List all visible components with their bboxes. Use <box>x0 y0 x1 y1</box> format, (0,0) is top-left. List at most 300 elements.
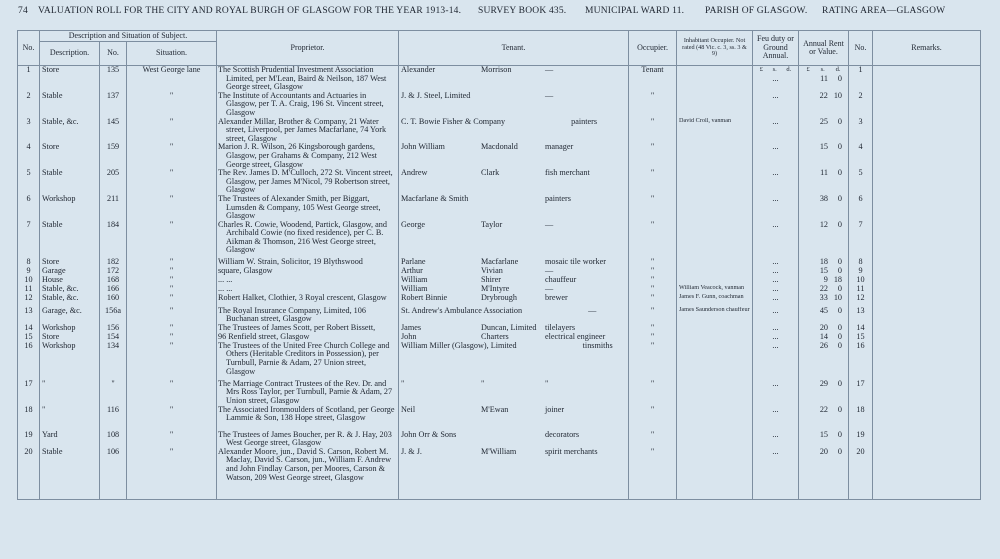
row-tenant <box>399 169 629 195</box>
tenant-last: Vivian <box>481 266 503 275</box>
row-occupier: " <box>629 92 677 118</box>
table-row <box>18 143 981 169</box>
row-feu <box>753 276 799 285</box>
row-occupier: " <box>629 406 677 431</box>
row-no2: 10 <box>849 276 873 285</box>
row-no: 2 <box>18 92 40 118</box>
row-rent <box>799 66 849 92</box>
tenant-last <box>481 195 543 204</box>
rent-pounds: 25 <box>819 117 828 126</box>
col-rent: Annual Rent or Value. <box>799 31 849 66</box>
row-no: 7 <box>18 221 40 258</box>
row-feu <box>753 221 799 258</box>
row-remarks <box>873 431 981 448</box>
row-description: Workshop <box>40 195 100 221</box>
row-no: 10 <box>18 276 40 285</box>
col-feu: Feu duty or Ground Annual. <box>753 31 799 66</box>
row-rent <box>799 406 849 431</box>
rent-pounds: 11 <box>820 169 828 178</box>
row-tenant <box>399 267 629 276</box>
tenant-occupation: manager <box>545 143 574 152</box>
row-rent <box>799 143 849 169</box>
row-proprietor: ... ... <box>217 276 399 285</box>
row-no: 12 <box>18 294 40 307</box>
table-row <box>18 406 981 431</box>
row-proprietor: The Royal Insurance Company, Limited, 106 Buchanan street, Glasgow <box>217 307 399 324</box>
tenant-first: J. & J. Steel, Limited <box>401 91 471 100</box>
row-situation: " <box>127 333 217 342</box>
table-row <box>18 448 981 500</box>
tenant-last: Drybrough <box>481 293 517 302</box>
rent-shillings: 0 <box>837 220 842 229</box>
row-proprietor: The Marriage Contract Trustees of the Rev. Dr. and Mrs Ross Taylor, per Turnbull, Parnie & Adam, 27 Union street, Glasgow <box>217 380 399 406</box>
row-description: Store <box>40 258 100 267</box>
tenant-first: Andrew <box>401 169 428 178</box>
rent-pounds: 9 <box>823 275 828 284</box>
tenant-first: C. T. Bowie Fisher & Company <box>401 117 506 126</box>
row-inhabitant <box>677 267 753 276</box>
row-tenant <box>399 380 629 406</box>
row-street-no: 116 <box>100 406 127 431</box>
row-tenant <box>399 143 629 169</box>
tenant-first: St. Andrew's Ambulance Association <box>401 306 523 315</box>
valuation-table <box>17 30 981 500</box>
tenant-last: Clark <box>481 169 500 178</box>
row-street-no: 160 <box>100 294 127 307</box>
feu-value: ... <box>772 447 779 456</box>
row-no2: 7 <box>849 221 873 258</box>
row-proprietor: The Trustees of James Boucher, per R. & J. Hay, 203 West George street, Glasgow <box>217 431 399 448</box>
row-no: 5 <box>18 169 40 195</box>
row-no2: 15 <box>849 333 873 342</box>
tenant-occupation: electrical engineer <box>545 332 606 341</box>
tenant-first: Arthur <box>401 266 423 275</box>
row-no2: 20 <box>849 448 873 500</box>
feu-value: ... <box>772 405 779 414</box>
row-remarks <box>873 66 981 92</box>
tenant-last: Duncan, Limited <box>481 323 537 332</box>
row-no2: 12 <box>849 294 873 307</box>
row-description: Stable <box>40 448 100 500</box>
lsd-l: £ <box>806 66 810 73</box>
col-situation: Situation. <box>127 42 217 66</box>
row-no: 8 <box>18 258 40 267</box>
col-street-no: No. <box>100 42 127 66</box>
rent-pounds: 33 <box>819 293 828 302</box>
rent-pounds: 22 <box>819 91 828 100</box>
rent-pounds: 22 <box>819 284 828 293</box>
row-description: Garage, &c. <box>40 307 100 324</box>
row-situation: " <box>127 448 217 500</box>
row-tenant <box>399 294 629 307</box>
tenant-last <box>481 431 543 440</box>
row-remarks <box>873 169 981 195</box>
row-description: Workshop <box>40 324 100 333</box>
col-subject-group: Description and Situation of Subject. <box>40 31 217 42</box>
tenant-occupation: spirit merchants <box>545 447 598 456</box>
tenant-occupation: joiner <box>545 405 565 414</box>
roll-title: VALUATION ROLL FOR THE CITY AND ROYAL BURGH OF GLASGOW FOR THE YEAR 1913-14. <box>38 6 462 16</box>
tenant-first: William <box>401 284 428 293</box>
tenant-occupation: — <box>588 306 597 315</box>
row-proprietor: The Trustees of Alexander Smith, per Biggart, Lumsden & Company, 105 West George street, Glasgow <box>217 195 399 221</box>
col-no: No. <box>18 31 40 66</box>
feu-value: ... <box>772 306 779 315</box>
row-situation: " <box>127 143 217 169</box>
row-inhabitant: David Croll, vanman <box>677 118 753 144</box>
rent-shillings: 0 <box>837 379 842 388</box>
row-remarks <box>873 342 981 380</box>
row-situation: " <box>127 431 217 448</box>
row-proprietor: square, Glasgow <box>217 267 399 276</box>
row-situation: " <box>127 324 217 333</box>
rent-pounds: 14 <box>819 332 828 341</box>
roll-body <box>18 66 981 500</box>
tenant-occupation: — <box>545 91 554 100</box>
table-row <box>18 92 981 118</box>
row-tenant <box>399 221 629 258</box>
row-proprietor: ... ... <box>217 285 399 294</box>
rent-shillings: 10 <box>833 293 842 302</box>
lsd-d: d. <box>835 66 841 73</box>
row-street-no: 134 <box>100 342 127 380</box>
tenant-occupation: — <box>545 266 554 275</box>
tenant-last: Morrison <box>481 65 512 74</box>
feu-value: ... <box>772 73 779 83</box>
row-tenant <box>399 66 629 92</box>
row-remarks <box>873 276 981 285</box>
row-inhabitant <box>677 448 753 500</box>
row-inhabitant: James F. Gunn, coachman <box>677 294 753 307</box>
tenant-first: J. & J. <box>401 447 422 456</box>
row-remarks <box>873 221 981 258</box>
tenant-last <box>524 307 586 316</box>
row-tenant <box>399 406 629 431</box>
row-no: 16 <box>18 342 40 380</box>
rent-shillings: 0 <box>837 341 842 350</box>
row-feu <box>753 294 799 307</box>
feu-value: ... <box>772 430 779 439</box>
rent-pounds: 45 <box>819 306 828 315</box>
row-feu <box>753 380 799 406</box>
tenant-occupation: painters <box>545 194 571 203</box>
tenant-first: " <box>401 379 405 388</box>
col-inhabitant: Inhabitant Occupier. Not rated (48 Vic. c. 3, ss. 3 & 9) <box>677 31 753 66</box>
row-situation: " <box>127 92 217 118</box>
col-description: Description. <box>40 42 100 66</box>
table-row <box>18 258 981 267</box>
row-remarks <box>873 294 981 307</box>
tenant-occupation: tinsmiths <box>582 341 613 350</box>
row-street-no: 211 <box>100 195 127 221</box>
lsd-s: s. <box>820 66 825 73</box>
row-remarks <box>873 143 981 169</box>
row-remarks <box>873 195 981 221</box>
row-street-no: 166 <box>100 285 127 294</box>
row-occupier: " <box>629 169 677 195</box>
row-no2: 8 <box>849 258 873 267</box>
tenant-first: James <box>401 323 422 332</box>
row-remarks <box>873 267 981 276</box>
row-inhabitant <box>677 258 753 267</box>
tenant-last: Charters <box>481 332 509 341</box>
row-inhabitant <box>677 66 753 92</box>
row-remarks <box>873 380 981 406</box>
row-feu <box>753 143 799 169</box>
row-inhabitant <box>677 342 753 380</box>
table-row <box>18 169 981 195</box>
row-street-no: 168 <box>100 276 127 285</box>
row-situation: " <box>127 285 217 294</box>
rent-pounds: 15 <box>819 266 828 275</box>
row-street-no: 156a <box>100 307 127 324</box>
row-remarks <box>873 324 981 333</box>
row-no: 18 <box>18 406 40 431</box>
row-rent <box>799 324 849 333</box>
row-rent <box>799 221 849 258</box>
row-situation: " <box>127 276 217 285</box>
row-rent <box>799 380 849 406</box>
running-head <box>0 0 1000 22</box>
tenant-last: M'William <box>481 447 517 456</box>
col-remarks: Remarks. <box>873 31 981 66</box>
row-feu <box>753 66 799 92</box>
row-description: House <box>40 276 100 285</box>
table-row <box>18 66 981 92</box>
tenant-last <box>481 92 543 101</box>
feu-value: ... <box>772 293 779 302</box>
table-row <box>18 195 981 221</box>
table-row <box>18 333 981 342</box>
row-no: 1 <box>18 66 40 92</box>
row-rent <box>799 276 849 285</box>
row-occupier: " <box>629 448 677 500</box>
row-situation: " <box>127 307 217 324</box>
row-rent <box>799 169 849 195</box>
row-inhabitant <box>677 195 753 221</box>
rent-pounds: 18 <box>819 257 828 266</box>
tenant-occupation: tilelayers <box>545 323 576 332</box>
rent-shillings: 0 <box>837 284 842 293</box>
table-row <box>18 285 981 294</box>
table-row <box>18 307 981 324</box>
row-occupier: " <box>629 118 677 144</box>
row-feu <box>753 324 799 333</box>
row-rent <box>799 333 849 342</box>
row-rent <box>799 294 849 307</box>
row-description: Store <box>40 66 100 92</box>
row-feu <box>753 307 799 324</box>
tenant-last: M'Ewan <box>481 405 509 414</box>
survey-book: SURVEY BOOK 435. <box>478 6 567 16</box>
row-tenant <box>399 448 629 500</box>
row-proprietor: Alexander Moore, jun., David S. Carson, Robert M. Maclay, David S. Carson, jun., William F. Andrew and John Findlay Carson, per Moores, Carson & Watson, 209 West George street, Glasgow <box>217 448 399 500</box>
feu-value: ... <box>772 117 779 126</box>
rent-pounds: 11 <box>820 73 828 83</box>
row-tenant <box>399 431 629 448</box>
row-rent <box>799 195 849 221</box>
row-remarks <box>873 258 981 267</box>
row-no2: 18 <box>849 406 873 431</box>
row-situation: " <box>127 294 217 307</box>
table-row <box>18 267 981 276</box>
row-description: Stable, &c. <box>40 285 100 294</box>
row-proprietor: The Associated Ironmoulders of Scotland, per George Lammie & Son, 138 Hope street, Glasgow <box>217 406 399 431</box>
row-no2: 6 <box>849 195 873 221</box>
row-no: 17 <box>18 380 40 406</box>
tenant-first: John William <box>401 143 445 152</box>
row-occupier: " <box>629 431 677 448</box>
col-occupier: Occupier. <box>629 31 677 66</box>
row-feu <box>753 285 799 294</box>
row-no: 4 <box>18 143 40 169</box>
row-occupier: " <box>629 380 677 406</box>
row-occupier: " <box>629 276 677 285</box>
row-street-no: 106 <box>100 448 127 500</box>
feu-value: ... <box>772 194 779 203</box>
rent-shillings: 0 <box>837 117 842 126</box>
feu-value: ... <box>772 341 779 350</box>
row-feu <box>753 118 799 144</box>
rent-shillings: 10 <box>833 91 842 100</box>
feu-value: ... <box>772 275 779 284</box>
feu-value: ... <box>772 323 779 332</box>
row-situation: " <box>127 195 217 221</box>
row-occupier: " <box>629 267 677 276</box>
row-tenant <box>399 333 629 342</box>
row-description: " <box>40 406 100 431</box>
row-proprietor: Marion J. R. Wilson, 26 Kingsborough gardens, Glasgow, per Grahams & Company, 212 West George street, Glasgow <box>217 143 399 169</box>
row-occupier: " <box>629 307 677 324</box>
col-proprietor: Proprietor. <box>217 31 399 66</box>
rent-shillings: 0 <box>837 332 842 341</box>
tenant-first: Robert Binnie <box>401 293 448 302</box>
row-feu <box>753 431 799 448</box>
row-tenant <box>399 92 629 118</box>
row-description: Stable, &c. <box>40 294 100 307</box>
table-row <box>18 324 981 333</box>
tenant-occupation: — <box>545 284 554 293</box>
tenant-last <box>507 118 569 127</box>
tenant-first: John Orr & Sons <box>401 430 457 439</box>
row-situation: " <box>127 258 217 267</box>
row-description: Yard <box>40 431 100 448</box>
rent-shillings: 0 <box>837 257 842 266</box>
row-no2: 5 <box>849 169 873 195</box>
row-feu <box>753 267 799 276</box>
row-inhabitant <box>677 143 753 169</box>
parish: PARISH OF GLASGOW. <box>705 6 808 16</box>
table-row <box>18 118 981 144</box>
row-occupier: " <box>629 143 677 169</box>
row-description: " <box>40 380 100 406</box>
row-feu <box>753 92 799 118</box>
rent-shillings: 0 <box>837 194 842 203</box>
tenant-last: Macfarlane <box>481 257 519 266</box>
tenant-last: Macdonald <box>481 143 518 152</box>
row-description: Garage <box>40 267 100 276</box>
rent-pounds: 15 <box>819 430 828 439</box>
row-street-no: 159 <box>100 143 127 169</box>
row-occupier: Tenant <box>629 66 677 92</box>
tenant-occupation: brewer <box>545 293 568 302</box>
row-situation: West George lane <box>127 66 217 92</box>
row-feu <box>753 195 799 221</box>
row-occupier: " <box>629 324 677 333</box>
row-inhabitant: James Saunderson chauffeur <box>677 307 753 324</box>
municipal-ward: MUNICIPAL WARD 11. <box>585 6 685 16</box>
row-description: Stable <box>40 221 100 258</box>
feu-value: ... <box>772 332 779 341</box>
rent-shillings: 0 <box>837 266 842 275</box>
row-inhabitant <box>677 92 753 118</box>
row-proprietor: The Trustees of James Scott, per Robert Bissett, <box>217 324 399 333</box>
row-situation: " <box>127 118 217 144</box>
tenant-first: Parlane <box>401 257 426 266</box>
row-proprietor: The Trustees of the United Free Church College and Others (Heritable Creditors in Possession), per Turnbull, Parnie & Adam, 27 Union street, Glasgow <box>217 342 399 380</box>
row-rent <box>799 92 849 118</box>
rent-shillings: 0 <box>837 447 842 456</box>
rent-shillings: 18 <box>833 275 842 284</box>
rent-shillings: 0 <box>837 323 842 332</box>
rent-shillings: 0 <box>837 169 842 178</box>
row-proprietor: Charles R. Cowie, Woodend, Partick, Glasgow, and Archibald Cowie (no fixed residence), per C. B. Aikman & Thomson, 216 West George street, Glasgow <box>217 221 399 258</box>
row-rent <box>799 285 849 294</box>
row-street-no: 205 <box>100 169 127 195</box>
row-remarks <box>873 448 981 500</box>
row-no: 6 <box>18 195 40 221</box>
row-street-no: 182 <box>100 258 127 267</box>
rent-pounds: 12 <box>819 220 828 229</box>
tenant-occupation: — <box>545 220 554 229</box>
row-no2: 3 <box>849 118 873 144</box>
row-occupier: " <box>629 285 677 294</box>
row-street-no: 108 <box>100 431 127 448</box>
row-situation: " <box>127 169 217 195</box>
row-description: Store <box>40 143 100 169</box>
row-proprietor: The Institute of Accountants and Actuaries in Glasgow, per T. A. Craig, 196 St. Vincent street, Glasgow <box>217 92 399 118</box>
lsd-s: s. <box>772 66 777 73</box>
row-remarks <box>873 307 981 324</box>
row-rent <box>799 431 849 448</box>
tenant-first: John <box>401 332 417 341</box>
row-description: Stable, &c. <box>40 118 100 144</box>
row-tenant <box>399 307 629 324</box>
row-proprietor: William W. Strain, Solicitor, 19 Blythswood <box>217 258 399 267</box>
col-no2: No. <box>849 31 873 66</box>
row-inhabitant <box>677 333 753 342</box>
row-street-no: 184 <box>100 221 127 258</box>
row-situation: " <box>127 221 217 258</box>
lsd-l: £ <box>759 66 764 73</box>
tenant-first: Neil <box>401 405 416 414</box>
row-inhabitant <box>677 221 753 258</box>
feu-value: ... <box>772 220 779 229</box>
rent-shillings: 0 <box>837 73 842 83</box>
row-street-no: 156 <box>100 324 127 333</box>
row-situation: " <box>127 380 217 406</box>
row-inhabitant <box>677 324 753 333</box>
row-rent <box>799 118 849 144</box>
row-tenant <box>399 195 629 221</box>
row-street-no: 135 <box>100 66 127 92</box>
table-row <box>18 276 981 285</box>
row-proprietor: Robert Halket, Clothier, 3 Royal crescent, Glasgow <box>217 294 399 307</box>
tenant-first: William Miller (Glasgow), Limited <box>401 341 517 350</box>
row-no2: 1 <box>849 66 873 92</box>
tenant-first: Alexander <box>401 65 436 74</box>
row-remarks <box>873 118 981 144</box>
